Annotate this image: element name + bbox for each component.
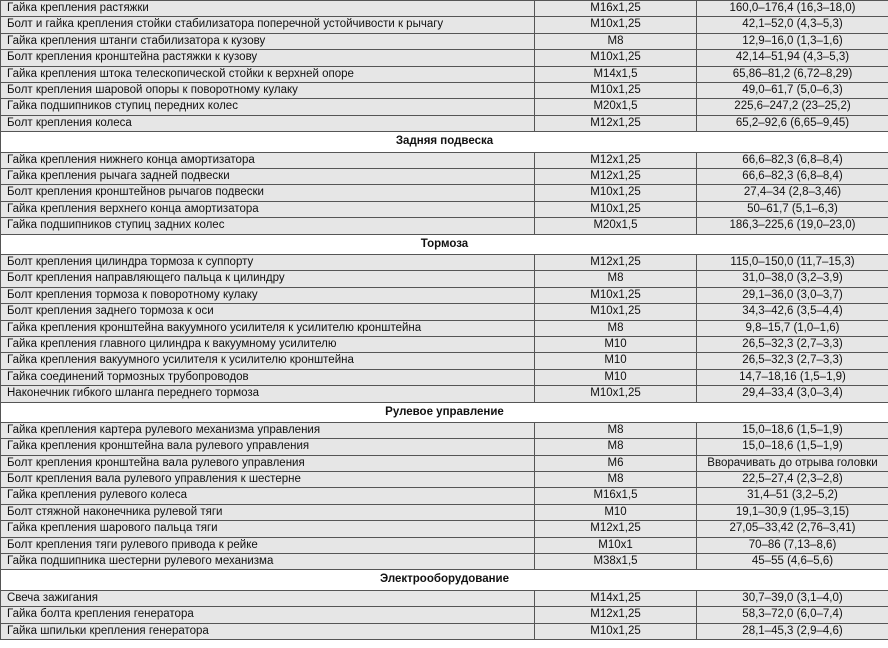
thread-size-cell: М10х1,25 xyxy=(535,287,697,303)
table-row xyxy=(1,185,888,201)
section-header-row xyxy=(1,132,888,152)
fastener-name-cell: Гайка крепления картера рулевого механизма управления xyxy=(1,422,535,438)
table-row xyxy=(1,66,888,82)
fastener-name-cell: Гайка крепления кронштейна вакуумного усилителя к усилителю кронштейна xyxy=(1,320,535,336)
fastener-name-cell: Болт крепления тормоза к поворотному кулаку xyxy=(1,287,535,303)
torque-value-cell: 42,1–52,0 (4,3–5,3) xyxy=(697,17,888,33)
table-row xyxy=(1,504,888,520)
fastener-name-cell: Болт крепления кронштейнов рычагов подвески xyxy=(1,185,535,201)
torque-value-cell: 225,6–247,2 (23–25,2) xyxy=(697,99,888,115)
thread-size-cell: М8 xyxy=(535,439,697,455)
torque-value-cell: 115,0–150,0 (11,7–15,3) xyxy=(697,254,888,270)
torque-value-cell: 58,3–72,0 (6,0–7,4) xyxy=(697,607,888,623)
torque-value-cell: 28,1–45,3 (2,9–4,6) xyxy=(697,623,888,639)
torque-value-cell: 27,05–33,42 (2,76–3,41) xyxy=(697,521,888,537)
thread-size-cell: М10х1,25 xyxy=(535,386,697,402)
thread-size-cell: М16х1,25 xyxy=(535,1,697,17)
fastener-name-cell: Гайка крепления штока телескопической стойки к верхней опоре xyxy=(1,66,535,82)
torque-value-cell: 65,2–92,6 (6,65–9,45) xyxy=(697,115,888,131)
fastener-name-cell: Болт крепления кронштейна вала рулевого управления xyxy=(1,455,535,471)
section-header-row xyxy=(1,570,888,590)
table-row xyxy=(1,353,888,369)
torque-value-cell: 50–61,7 (5,1–6,3) xyxy=(697,201,888,217)
fastener-name-cell: Гайка крепления растяжки xyxy=(1,1,535,17)
fastener-name-cell: Гайка подшипника шестерни рулевого механизма xyxy=(1,554,535,570)
fastener-name-cell: Болт крепления колеса xyxy=(1,115,535,131)
table-row xyxy=(1,439,888,455)
torque-value-cell: 19,1–30,9 (1,95–3,15) xyxy=(697,504,888,520)
table-row xyxy=(1,17,888,33)
torque-value-cell: 27,4–34 (2,8–3,46) xyxy=(697,185,888,201)
fastener-name-cell: Болт крепления направляющего пальца к цилиндру xyxy=(1,271,535,287)
fastener-name-cell: Гайка крепления штанги стабилизатора к кузову xyxy=(1,33,535,49)
thread-size-cell: М12х1,25 xyxy=(535,521,697,537)
table-row xyxy=(1,168,888,184)
fastener-name-cell: Гайка крепления рычага задней подвески xyxy=(1,168,535,184)
thread-size-cell: М10х1,25 xyxy=(535,201,697,217)
thread-size-cell: М10х1,25 xyxy=(535,304,697,320)
table-row xyxy=(1,521,888,537)
fastener-name-cell: Гайка крепления нижнего конца амортизатора xyxy=(1,152,535,168)
torque-value-cell: 45–55 (4,6–5,6) xyxy=(697,554,888,570)
torque-value-cell: 34,3–42,6 (3,5–4,4) xyxy=(697,304,888,320)
table-row xyxy=(1,83,888,99)
table-row xyxy=(1,554,888,570)
fastener-name-cell: Гайка соединений тормозных трубопроводов xyxy=(1,369,535,385)
thread-size-cell: М10х1,25 xyxy=(535,185,697,201)
torque-value-cell: 14,7–18,16 (1,5–1,9) xyxy=(697,369,888,385)
torque-value-cell: 66,6–82,3 (6,8–8,4) xyxy=(697,152,888,168)
torque-value-cell: 49,0–61,7 (5,0–6,3) xyxy=(697,83,888,99)
fastener-name-cell: Гайка крепления рулевого колеса xyxy=(1,488,535,504)
table-row xyxy=(1,590,888,606)
fastener-name-cell: Гайка крепления главного цилиндра к вакуумному усилителю xyxy=(1,336,535,352)
table-row xyxy=(1,218,888,234)
torque-value-cell: 160,0–176,4 (16,3–18,0) xyxy=(697,1,888,17)
table-row xyxy=(1,99,888,115)
table-row xyxy=(1,254,888,270)
torque-value-cell: 29,4–33,4 (3,0–3,4) xyxy=(697,386,888,402)
thread-size-cell: М8 xyxy=(535,271,697,287)
torque-value-cell: 42,14–51,94 (4,3–5,3) xyxy=(697,50,888,66)
fastener-name-cell: Гайка крепления шарового пальца тяги xyxy=(1,521,535,537)
torque-value-cell: 29,1–36,0 (3,0–3,7) xyxy=(697,287,888,303)
thread-size-cell: М12х1,25 xyxy=(535,607,697,623)
table-row xyxy=(1,369,888,385)
table-row xyxy=(1,386,888,402)
fastener-name-cell: Болт крепления цилиндра тормоза к суппорту xyxy=(1,254,535,270)
torque-value-cell: 15,0–18,6 (1,5–1,9) xyxy=(697,422,888,438)
fastener-name-cell: Гайка подшипников ступиц передних колес xyxy=(1,99,535,115)
fastener-name-cell: Болт крепления заднего тормоза к оси xyxy=(1,304,535,320)
torque-value-cell: 12,9–16,0 (1,3–1,6) xyxy=(697,33,888,49)
thread-size-cell: М14х1,5 xyxy=(535,66,697,82)
thread-size-cell: М10х1,25 xyxy=(535,17,697,33)
fastener-name-cell: Болт и гайка крепления стойки стабилизатора поперечной устойчивости к рычагу xyxy=(1,17,535,33)
table-row xyxy=(1,455,888,471)
torque-value-cell: 9,8–15,7 (1,0–1,6) xyxy=(697,320,888,336)
thread-size-cell: М20х1,5 xyxy=(535,218,697,234)
fastener-name-cell: Гайка крепления верхнего конца амортизатора xyxy=(1,201,535,217)
fastener-name-cell: Болт крепления тяги рулевого привода к рейке xyxy=(1,537,535,553)
section-title: Задняя подвеска xyxy=(1,132,888,152)
section-header-row xyxy=(1,234,888,254)
table-row xyxy=(1,201,888,217)
thread-size-cell: М10 xyxy=(535,336,697,352)
table-row xyxy=(1,488,888,504)
torque-value-cell: 22,5–27,4 (2,3–2,8) xyxy=(697,472,888,488)
torque-value-cell: Вворачивать до отрыва головки xyxy=(697,455,888,471)
torque-value-cell: 65,86–81,2 (6,72–8,29) xyxy=(697,66,888,82)
fastener-name-cell: Гайка крепления вакуумного усилителя к усилителю кронштейна xyxy=(1,353,535,369)
torque-value-cell: 66,6–82,3 (6,8–8,4) xyxy=(697,168,888,184)
thread-size-cell: М10х1,25 xyxy=(535,623,697,639)
fastener-name-cell: Болт крепления шаровой опоры к поворотному кулаку xyxy=(1,83,535,99)
table-row xyxy=(1,623,888,639)
table-row xyxy=(1,336,888,352)
torque-value-cell: 15,0–18,6 (1,5–1,9) xyxy=(697,439,888,455)
torque-value-cell: 26,5–32,3 (2,7–3,3) xyxy=(697,353,888,369)
torque-value-cell: 31,0–38,0 (3,2–3,9) xyxy=(697,271,888,287)
table-row xyxy=(1,607,888,623)
torque-value-cell: 31,4–51 (3,2–5,2) xyxy=(697,488,888,504)
thread-size-cell: М14х1,25 xyxy=(535,590,697,606)
thread-size-cell: М8 xyxy=(535,320,697,336)
thread-size-cell: М10х1,25 xyxy=(535,83,697,99)
table-row xyxy=(1,537,888,553)
table-row xyxy=(1,1,888,17)
thread-size-cell: М6 xyxy=(535,455,697,471)
section-title: Тормоза xyxy=(1,234,888,254)
fastener-name-cell: Болт крепления вала рулевого управления к шестерне xyxy=(1,472,535,488)
fastener-name-cell: Болт стяжной наконечника рулевой тяги xyxy=(1,504,535,520)
thread-size-cell: М12х1,25 xyxy=(535,254,697,270)
torque-value-cell: 70–86 (7,13–8,6) xyxy=(697,537,888,553)
table-row xyxy=(1,320,888,336)
table-row xyxy=(1,304,888,320)
thread-size-cell: М20х1,5 xyxy=(535,99,697,115)
fastener-name-cell: Болт крепления кронштейна растяжки к кузову xyxy=(1,50,535,66)
thread-size-cell: М8 xyxy=(535,33,697,49)
section-header-row xyxy=(1,402,888,422)
table-row xyxy=(1,152,888,168)
thread-size-cell: М10х1,25 xyxy=(535,50,697,66)
table-row xyxy=(1,287,888,303)
thread-size-cell: М12х1,25 xyxy=(535,168,697,184)
torque-spec-table-body xyxy=(1,1,888,640)
thread-size-cell: М8 xyxy=(535,472,697,488)
thread-size-cell: М10 xyxy=(535,504,697,520)
thread-size-cell: М10 xyxy=(535,353,697,369)
table-row xyxy=(1,50,888,66)
fastener-name-cell: Гайка болта крепления генератора xyxy=(1,607,535,623)
torque-value-cell: 186,3–225,6 (19,0–23,0) xyxy=(697,218,888,234)
thread-size-cell: М16х1,5 xyxy=(535,488,697,504)
section-title: Электрооборудование xyxy=(1,570,888,590)
section-title: Рулевое управление xyxy=(1,402,888,422)
torque-value-cell: 26,5–32,3 (2,7–3,3) xyxy=(697,336,888,352)
fastener-name-cell: Гайка шпильки крепления генератора xyxy=(1,623,535,639)
thread-size-cell: М12х1,25 xyxy=(535,152,697,168)
table-row xyxy=(1,33,888,49)
fastener-name-cell: Гайка подшипников ступиц задних колес xyxy=(1,218,535,234)
thread-size-cell: М10х1 xyxy=(535,537,697,553)
thread-size-cell: М12х1,25 xyxy=(535,115,697,131)
thread-size-cell: М10 xyxy=(535,369,697,385)
fastener-name-cell: Свеча зажигания xyxy=(1,590,535,606)
table-row xyxy=(1,472,888,488)
thread-size-cell: М38х1,5 xyxy=(535,554,697,570)
table-row xyxy=(1,271,888,287)
table-row xyxy=(1,422,888,438)
fastener-name-cell: Гайка крепления кронштейна вала рулевого управления xyxy=(1,439,535,455)
thread-size-cell: М8 xyxy=(535,422,697,438)
table-row xyxy=(1,115,888,131)
torque-value-cell: 30,7–39,0 (3,1–4,0) xyxy=(697,590,888,606)
fastener-name-cell: Наконечник гибкого шланга переднего тормоза xyxy=(1,386,535,402)
